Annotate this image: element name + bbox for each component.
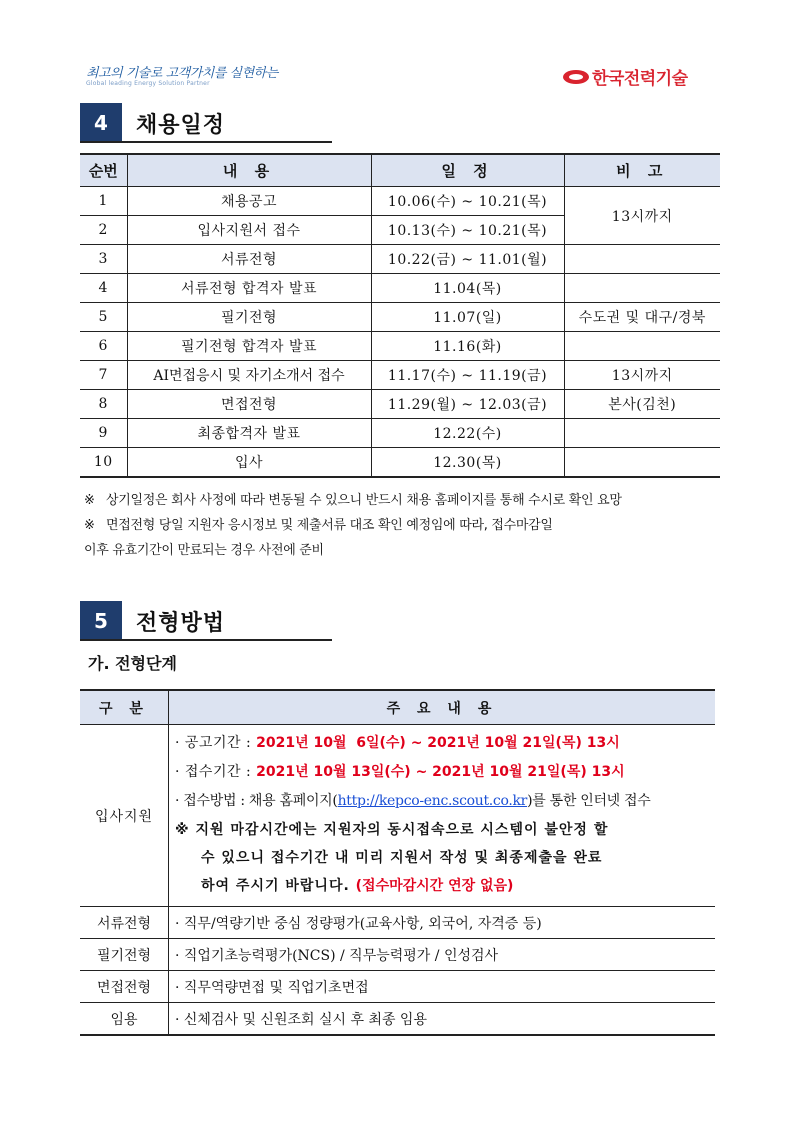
cell-note: 13시까지	[564, 361, 720, 390]
deadline-warning	[175, 816, 715, 900]
cell-no: 7	[80, 361, 127, 390]
table-row	[80, 390, 720, 419]
period-line	[175, 729, 715, 758]
table-row	[80, 245, 720, 274]
warning-line1: ※ 지원 마감시간에는 지원자의 동시접속으로 시스템이 불안정 할	[175, 822, 609, 838]
receipt-value: 2021년 10월 13일(수) ~ 2021년 10월 21일(목) 13시	[256, 764, 625, 780]
cell-content: 채용공고	[127, 187, 371, 216]
header-category: 구 분	[80, 690, 169, 725]
receipt-line	[175, 758, 715, 787]
cell-content: 필기전형	[127, 303, 371, 332]
cell-date: 10.22(금) ~ 11.01(월)	[371, 245, 564, 274]
cell-content: 면접전형	[127, 390, 371, 419]
cell-date: 12.22(수)	[371, 419, 564, 448]
cell-content: · 직무/역량기반 중심 정량평가(교육사항, 외국어, 자격증 등)	[169, 907, 716, 939]
page-header	[0, 0, 793, 100]
table-row	[80, 332, 720, 361]
cell-no: 8	[80, 390, 127, 419]
cell-content: AI면접응시 및 자기소개서 접수	[127, 361, 371, 390]
cell-label: 서류전형	[80, 907, 169, 939]
cell-note	[564, 274, 720, 303]
cell-date: 11.07(일)	[371, 303, 564, 332]
selection-process-table	[80, 689, 715, 1036]
note-2	[84, 513, 724, 538]
cell-date: 10.13(수) ~ 10.21(목)	[371, 216, 564, 245]
table-row	[80, 448, 720, 478]
section-5-title: 전형방법	[136, 611, 226, 636]
company-logo	[563, 64, 688, 89]
cell-label: 임용	[80, 1003, 169, 1036]
table-row	[80, 274, 720, 303]
warning-line2: 수 있으니 접수기간 내 미리 지원서 작성 및 최종제출을 완료	[201, 850, 603, 866]
note-2-text-line2: 이후 유효기간이 만료되는 경우 사전에 준비	[84, 543, 324, 558]
cell-content: 최종합격자 발표	[127, 419, 371, 448]
section-5-heading	[80, 601, 225, 641]
warning-line3-text: 하여 주시기 바랍니다.	[201, 878, 356, 894]
cell-no: 3	[80, 245, 127, 274]
cell-content: 필기전형 합격자 발표	[127, 332, 371, 361]
cell-content: · 신체검사 및 신원조회 실시 후 최종 임용	[169, 1003, 716, 1036]
company-slogan: 최고의 기술로 고객가치를 실현하는	[86, 66, 278, 81]
table-row	[80, 1003, 715, 1036]
cell-label: 필기전형	[80, 939, 169, 971]
section-4-heading	[80, 103, 225, 143]
header-date: 일 정	[371, 154, 564, 187]
cell-no: 9	[80, 419, 127, 448]
section-4-number: 4	[80, 103, 122, 143]
cell-no: 10	[80, 448, 127, 478]
recruit-site-link[interactable]: http://kepco-enc.scout.co.kr	[337, 793, 528, 809]
cell-date: 12.30(목)	[371, 448, 564, 478]
cell-date: 11.04(목)	[371, 274, 564, 303]
cell-label: 입사지원	[80, 725, 169, 907]
table-row	[80, 303, 720, 332]
table-row	[80, 187, 720, 216]
reference-mark: ※	[84, 518, 95, 533]
method-suffix: )를 통한 인터넷 접수	[527, 793, 651, 809]
note-1-text: 상기일정은 회사 사정에 따라 변동될 수 있으니 반드시 채용 홈페이지를 통해 수시로 확인 요망	[106, 493, 622, 508]
section-5-underline	[80, 639, 332, 641]
note-2-text-line1: 면접전형 당일 지원자 응시정보 및 제출서류 대조 확인 예정임에 따라, 접수마감일	[106, 518, 553, 533]
cell-note	[564, 332, 720, 361]
receipt-label: · 접수기간 :	[175, 764, 257, 780]
header-main-content: 주 요 내 용	[169, 690, 716, 725]
cell-note: 수도권 및 대구/경북	[564, 303, 720, 332]
cell-content: · 직업기초능력평가(NCS) / 직무능력평가 / 인성검사	[169, 939, 716, 971]
cell-date: 11.17(수) ~ 11.19(금)	[371, 361, 564, 390]
section-4-title: 채용일정	[136, 113, 226, 138]
schedule-table	[80, 153, 720, 478]
cell-content: 서류전형 합격자 발표	[127, 274, 371, 303]
note-1	[84, 488, 724, 513]
table-row	[80, 939, 715, 971]
cell-content: 서류전형	[127, 245, 371, 274]
table-row	[80, 419, 720, 448]
cell-no: 2	[80, 216, 127, 245]
table-row	[80, 361, 720, 390]
cell-apply-content	[169, 725, 716, 907]
cell-content: · 직무역량면접 및 직업기초면접	[169, 971, 716, 1003]
subsection-title: 가. 전형단계	[88, 654, 177, 673]
company-slogan-sub: Global leading Energy Solution Partner	[86, 80, 210, 87]
cell-no: 5	[80, 303, 127, 332]
cell-note	[564, 419, 720, 448]
cell-date: 10.06(수) ~ 10.21(목)	[371, 187, 564, 216]
warning-line3	[175, 872, 711, 900]
table-row	[80, 907, 715, 939]
table-row	[80, 971, 715, 1003]
logo-text: 한국전력기술	[592, 69, 688, 89]
schedule-notes	[84, 488, 724, 563]
header-note: 비 고	[564, 154, 720, 187]
cell-date: 11.16(화)	[371, 332, 564, 361]
cell-no: 6	[80, 332, 127, 361]
cell-content: 입사	[127, 448, 371, 478]
cell-no: 1	[80, 187, 127, 216]
table-header-row	[80, 690, 715, 725]
cell-label: 면접전형	[80, 971, 169, 1003]
period-value: 2021년 10월 6일(수) ~ 2021년 10월 21일(목) 13시	[256, 735, 620, 751]
method-line	[175, 787, 715, 816]
cell-date: 11.29(월) ~ 12.03(금)	[371, 390, 564, 419]
cell-note: 13시까지	[564, 187, 720, 245]
kepco-logo-mark-icon	[563, 68, 589, 86]
period-label: · 공고기간 :	[175, 735, 257, 751]
method-prefix: · 접수방법 : 채용 홈페이지(	[175, 793, 338, 809]
table-row-apply	[80, 725, 715, 907]
cell-content: 입사지원서 접수	[127, 216, 371, 245]
warning-red-text: (접수마감시간 연장 없음)	[355, 878, 514, 894]
table-header-row	[80, 154, 720, 187]
cell-note	[564, 448, 720, 478]
cell-note: 본사(김천)	[564, 390, 720, 419]
section-4-underline	[80, 141, 332, 143]
cell-note	[564, 245, 720, 274]
reference-mark: ※	[84, 493, 95, 508]
header-no: 순번	[80, 154, 127, 187]
header-content: 내 용	[127, 154, 371, 187]
cell-no: 4	[80, 274, 127, 303]
section-5-number: 5	[80, 601, 122, 641]
